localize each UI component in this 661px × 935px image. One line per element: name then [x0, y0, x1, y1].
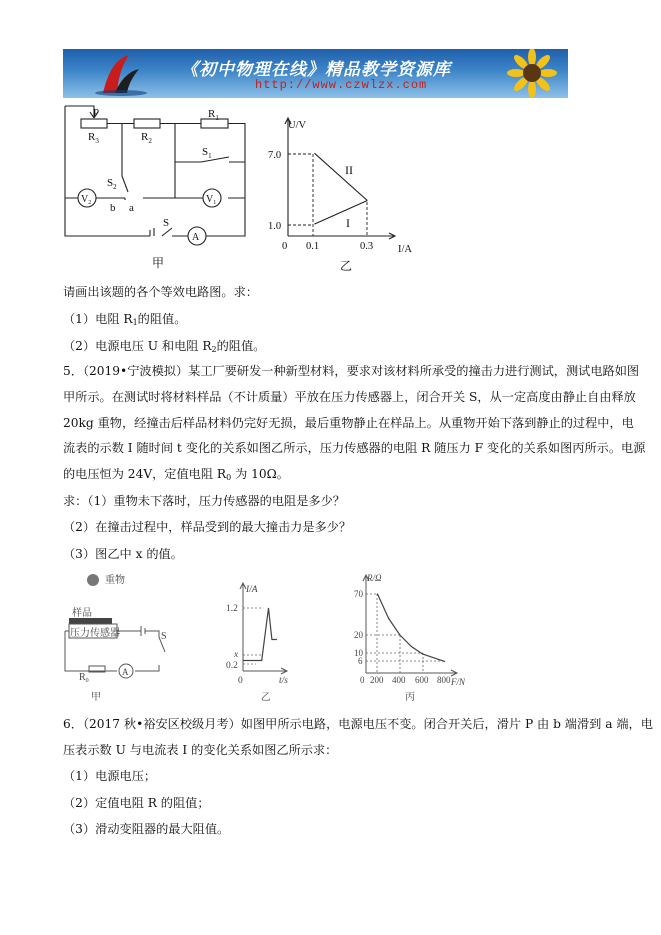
graph3-xtick-400: 400: [392, 675, 406, 685]
line-i-label: I: [346, 216, 350, 230]
s1-label: $S_1$: [202, 146, 212, 160]
caption-yi-1: 乙: [340, 259, 353, 273]
text-line-15: （2）定值电阻 R 的阻值；: [63, 796, 210, 810]
current-time-line: [243, 608, 277, 661]
banner-title: 《初中物理在线》精品教学资源库: [181, 60, 451, 79]
text-line-7: 流表的示数 I 随时间 t 变化的关系如图乙所示，压力传感器的电阻 R 随压力 F 变化的关系如图丙所示。电源: [63, 441, 646, 455]
graph3-xtick-800: 800: [437, 675, 451, 685]
ammeter-label-2: A: [122, 667, 129, 677]
figure-1: [55, 104, 435, 274]
caption-bing: 丙: [405, 692, 415, 703]
caption-yi-2: 乙: [261, 693, 271, 703]
text-line-4: 5．（2019•宁波模拟）某工厂要研发一种新型材料，要求对该材料所承受的撞击力进行测试，测试电路如图: [63, 364, 640, 378]
sample-label: 样品: [72, 608, 92, 619]
graph2-ytick-12: 1.2: [226, 604, 238, 614]
r2-label: $R_2$: [141, 131, 152, 145]
text-line-13: 压表示数 U 与电流表 I 的变化关系如图乙所示求：: [63, 743, 338, 757]
graph1-xtick-01: 0.1: [306, 241, 320, 252]
graph1-xlabel: I/A: [398, 244, 412, 255]
site-logo-icon: [63, 49, 173, 98]
terminal-b-label: b: [110, 202, 116, 214]
graph2-ylabel: I/A: [246, 585, 258, 595]
sensor-label: 压力传感器: [70, 628, 120, 639]
text-line-3: （2）电源电压 U 和电阻 R2的阻值。: [63, 339, 266, 354]
graph2-origin: 0: [238, 676, 243, 686]
text-line-1: 请画出该题的各个等效电路图。求：: [63, 285, 258, 299]
graph3-xtick-200: 200: [370, 675, 384, 685]
ammeter-label: A: [192, 232, 200, 243]
terminal-a-label: a: [129, 202, 134, 214]
text-line-6: 20kg 重物，经撞击后样品材料仍完好无损，最后重物静止在样品上。从重物开始下落到静止的过程中，电: [63, 416, 634, 430]
graph-bing: [354, 573, 465, 703]
graph1-xtick-0: 0: [282, 241, 288, 252]
r0-label: $R_0$: [79, 672, 89, 684]
switch-s-label: S: [163, 217, 170, 229]
text-line-11: （3）图乙中 x 的值。: [63, 547, 183, 561]
graph1-ylabel: U/V: [288, 120, 307, 131]
graph-yi-1: [268, 118, 412, 273]
text-line-12: 6．（2017 秋•裕安区校级月考）如图甲所示电路，电源电压不变。闭合开关后，滑片 P 由 b 端滑到 a 端，电: [63, 717, 653, 731]
graph3-xtick-600: 600: [415, 675, 429, 685]
text-line-2: （1）电阻 R1的阻值。: [63, 312, 187, 327]
caption-jia-1: 甲: [152, 256, 165, 270]
line-ii: [314, 153, 367, 200]
figure-2: [55, 567, 465, 707]
s2-label: $S_2$: [107, 177, 117, 191]
switch-s-label-2: S: [161, 631, 167, 642]
graph2-ytick-x: x: [234, 650, 239, 660]
graph1-lines: [314, 153, 367, 224]
line-i: [314, 201, 367, 225]
graph3-origin: 0: [360, 675, 365, 685]
r3-label: $R_3$: [88, 131, 99, 145]
text-line-8: 的电压恒为 24V，定值电阻 R0 为 10Ω。: [63, 467, 289, 482]
sunflower-icon: [488, 49, 568, 98]
text-line-10: （2）在撞击过程中，样品受到的最大撞击力是多少？: [63, 520, 352, 534]
text-line-16: （3）滑动变阻器的最大阻值。: [63, 822, 230, 836]
graph3-ytick-10: 10: [354, 648, 363, 658]
banner-url: http://www.czwlzx.com: [255, 78, 428, 92]
graph3-ytick-20: 20: [354, 630, 363, 640]
header-banner: [63, 49, 568, 98]
v1-label: $V_1$: [206, 194, 217, 206]
graph3-ytick-6: 6: [358, 656, 363, 666]
line-ii-label: II: [345, 163, 353, 177]
graph2-xlabel: t/s: [279, 676, 288, 686]
circuit-diagram-jia: [65, 106, 245, 245]
graph-yi-2: [226, 583, 288, 703]
v2-label: $V_2$: [81, 194, 92, 206]
graph3-ylabel: R/Ω: [367, 573, 382, 583]
graph1-ytick-1: 1.0: [268, 221, 282, 232]
graph3-ytick-70: 70: [354, 589, 363, 599]
text-line-14: （1）电源电压；: [63, 769, 157, 783]
graph1-ytick-7: 7.0: [268, 150, 282, 161]
graph3-xlabel: F/N: [451, 677, 465, 687]
r1-label: $R_1$: [208, 108, 219, 122]
circuit-diagram-jia-2: [65, 573, 167, 703]
slider-p-label: P: [93, 107, 100, 119]
weight-label: 重物: [105, 575, 125, 586]
graph2-ytick-02: 0.2: [226, 661, 238, 671]
text-line-9: 求：（1）重物未下落时，压力传感器的电阻是多少？: [63, 494, 345, 508]
graph2-lines: [243, 608, 277, 661]
resistance-force-curve: [377, 594, 445, 662]
graph3-curve: [377, 594, 445, 662]
weight-ball-icon: [87, 574, 99, 586]
graph1-xtick-03: 0.3: [360, 241, 374, 252]
text-line-5: 甲所示。在测试时将材料样品（不计质量）平放在压力传感器上，闭合开关 S，从一定高度由静止自由释放: [63, 390, 636, 404]
caption-jia-2: 甲: [91, 692, 101, 703]
